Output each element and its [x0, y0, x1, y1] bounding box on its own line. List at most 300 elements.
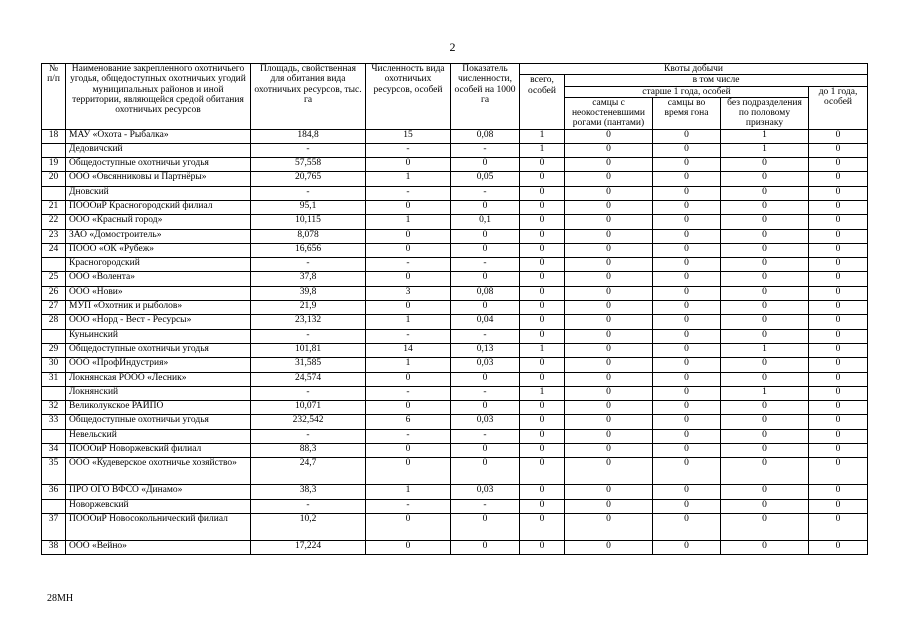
cell-name: Дновский	[66, 186, 251, 200]
cell-total: 0	[520, 513, 565, 540]
cell-no-sex: 0	[721, 358, 809, 372]
cell-no-sex: 1	[721, 386, 809, 400]
cell-young: 0	[809, 215, 868, 229]
cell-num: 27	[42, 301, 66, 315]
cell-young: 0	[809, 129, 868, 143]
cell-area: 20,765	[251, 172, 366, 186]
cell-young: 0	[809, 272, 868, 286]
cell-no-sex: 0	[721, 372, 809, 386]
cell-area: -	[251, 386, 366, 400]
cell-density: 0	[451, 301, 520, 315]
cell-males-antlers: 0	[565, 415, 653, 429]
cell-total: 0	[520, 499, 565, 513]
cell-males-antlers: 0	[565, 158, 653, 172]
table-row	[42, 258, 868, 272]
table-row	[42, 143, 868, 157]
cell-name: ПОООиР Новосокольнический филиал	[66, 513, 251, 540]
cell-males-rut: 0	[653, 415, 721, 429]
cell-no-sex: 0	[721, 200, 809, 214]
cell-num	[42, 143, 66, 157]
table-row	[42, 372, 868, 386]
cell-no-sex: 0	[721, 301, 809, 315]
cell-area: -	[251, 186, 366, 200]
cell-young: 0	[809, 315, 868, 329]
cell-total: 1	[520, 386, 565, 400]
cell-area: -	[251, 499, 366, 513]
cell-density: 0,04	[451, 315, 520, 329]
table-header	[42, 64, 868, 130]
cell-males-rut: 0	[653, 485, 721, 499]
cell-males-antlers: 0	[565, 444, 653, 458]
cell-males-rut: 0	[653, 215, 721, 229]
cell-density: 0,03	[451, 485, 520, 499]
cell-males-antlers: 0	[565, 200, 653, 214]
cell-males-rut: 0	[653, 444, 721, 458]
cell-no-sex: 0	[721, 243, 809, 257]
cell-young: 0	[809, 243, 868, 257]
cell-population: 1	[366, 215, 451, 229]
cell-young: 0	[809, 485, 868, 499]
cell-young: 0	[809, 415, 868, 429]
header-males-antlers: самцы с неокостеневшими рогами (пантами)	[565, 97, 653, 129]
cell-area: 38,3	[251, 485, 366, 499]
cell-area: 10,2	[251, 513, 366, 540]
cell-num: 19	[42, 158, 66, 172]
cell-males-rut: 0	[653, 401, 721, 415]
cell-no-sex: 0	[721, 258, 809, 272]
cell-name: ПООО «ОК «Рубеж»	[66, 243, 251, 257]
table-row	[42, 200, 868, 214]
cell-name: Куньинский	[66, 329, 251, 343]
cell-no-sex: 0	[721, 329, 809, 343]
cell-total: 0	[520, 243, 565, 257]
cell-young: 0	[809, 401, 868, 415]
cell-population: 0	[366, 372, 451, 386]
cell-males-rut: 0	[653, 513, 721, 540]
table-row	[42, 429, 868, 443]
cell-population: 0	[366, 458, 451, 485]
cell-population: 0	[366, 301, 451, 315]
cell-no-sex: 0	[721, 186, 809, 200]
cell-males-rut: 0	[653, 499, 721, 513]
cell-no-sex: 0	[721, 215, 809, 229]
cell-num: 28	[42, 315, 66, 329]
cell-density: -	[451, 329, 520, 343]
cell-population: 0	[366, 540, 451, 554]
cell-name: ООО «Вейно»	[66, 540, 251, 554]
cell-total: 1	[520, 129, 565, 143]
cell-total: 0	[520, 286, 565, 300]
table-row	[42, 401, 868, 415]
cell-name: Дедовичский	[66, 143, 251, 157]
cell-males-antlers: 0	[565, 143, 653, 157]
header-young: до 1 года, особей	[809, 86, 868, 129]
cell-males-antlers: 0	[565, 129, 653, 143]
cell-total: 1	[520, 143, 565, 157]
table-row	[42, 386, 868, 400]
cell-males-rut: 0	[653, 358, 721, 372]
cell-density: 0	[451, 272, 520, 286]
cell-males-rut: 0	[653, 301, 721, 315]
cell-males-rut: 0	[653, 186, 721, 200]
cell-name: Общедоступные охотничьи угодья	[66, 415, 251, 429]
cell-population: 1	[366, 315, 451, 329]
cell-area: 232,542	[251, 415, 366, 429]
cell-area: 39,8	[251, 286, 366, 300]
cell-name: Общедоступные охотничьи угодья	[66, 343, 251, 357]
cell-area: 101,81	[251, 343, 366, 357]
cell-young: 0	[809, 258, 868, 272]
cell-total: 0	[520, 315, 565, 329]
cell-name: Невельский	[66, 429, 251, 443]
quota-table	[41, 63, 868, 555]
cell-density: 0	[451, 158, 520, 172]
cell-density: -	[451, 499, 520, 513]
cell-num: 34	[42, 444, 66, 458]
cell-area: 24,574	[251, 372, 366, 386]
header-including: в том числе	[565, 75, 868, 86]
cell-males-rut: 0	[653, 458, 721, 485]
cell-males-rut: 0	[653, 258, 721, 272]
cell-males-antlers: 0	[565, 286, 653, 300]
cell-density: -	[451, 258, 520, 272]
cell-males-antlers: 0	[565, 186, 653, 200]
cell-males-antlers: 0	[565, 315, 653, 329]
cell-no-sex: 0	[721, 540, 809, 554]
cell-males-rut: 0	[653, 386, 721, 400]
cell-males-antlers: 0	[565, 172, 653, 186]
cell-num: 23	[42, 229, 66, 243]
cell-num: 26	[42, 286, 66, 300]
header-density: Показатель численности, особей на 1000 га	[451, 64, 520, 130]
cell-area: 10,115	[251, 215, 366, 229]
header-quotas: Квоты добычи	[520, 64, 868, 75]
cell-total: 0	[520, 158, 565, 172]
cell-young: 0	[809, 540, 868, 554]
cell-males-antlers: 0	[565, 429, 653, 443]
table-row	[42, 158, 868, 172]
cell-young: 0	[809, 329, 868, 343]
cell-males-rut: 0	[653, 372, 721, 386]
cell-population: 14	[366, 343, 451, 357]
cell-no-sex: 0	[721, 272, 809, 286]
cell-males-antlers: 0	[565, 540, 653, 554]
table-row	[42, 172, 868, 186]
cell-name: ООО «Волента»	[66, 272, 251, 286]
cell-males-antlers: 0	[565, 258, 653, 272]
cell-males-rut: 0	[653, 343, 721, 357]
cell-name: ПОООиР Красногородский филиал	[66, 200, 251, 214]
table-row	[42, 229, 868, 243]
cell-males-antlers: 0	[565, 386, 653, 400]
cell-population: -	[366, 143, 451, 157]
table-row	[42, 301, 868, 315]
cell-name: ПОООиР Новоржевский филиал	[66, 444, 251, 458]
cell-density: 0	[451, 200, 520, 214]
cell-area: 57,558	[251, 158, 366, 172]
table-row	[42, 415, 868, 429]
cell-num: 36	[42, 485, 66, 499]
cell-young: 0	[809, 372, 868, 386]
cell-population: -	[366, 258, 451, 272]
cell-name: МУП «Охотник и рыболов»	[66, 301, 251, 315]
cell-total: 0	[520, 258, 565, 272]
table-row	[42, 499, 868, 513]
cell-population: 1	[366, 172, 451, 186]
header-total: всего, особей	[520, 75, 565, 129]
cell-num: 38	[42, 540, 66, 554]
cell-name: ООО «Норд - Вест - Ресурсы»	[66, 315, 251, 329]
table-row	[42, 315, 868, 329]
cell-area: 31,585	[251, 358, 366, 372]
cell-total: 0	[520, 372, 565, 386]
cell-young: 0	[809, 343, 868, 357]
footer-code: 28МН	[47, 593, 74, 604]
cell-num: 35	[42, 458, 66, 485]
cell-young: 0	[809, 143, 868, 157]
cell-no-sex: 0	[721, 499, 809, 513]
cell-population: -	[366, 499, 451, 513]
cell-no-sex: 0	[721, 458, 809, 485]
cell-area: -	[251, 429, 366, 443]
cell-num: 18	[42, 129, 66, 143]
cell-num: 33	[42, 415, 66, 429]
cell-total: 1	[520, 343, 565, 357]
cell-area: 23,132	[251, 315, 366, 329]
cell-population: 3	[366, 286, 451, 300]
table-row	[42, 272, 868, 286]
cell-males-rut: 0	[653, 129, 721, 143]
cell-males-antlers: 0	[565, 272, 653, 286]
cell-area: 184,8	[251, 129, 366, 143]
cell-density: 0,1	[451, 215, 520, 229]
cell-total: 0	[520, 272, 565, 286]
cell-no-sex: 0	[721, 229, 809, 243]
cell-young: 0	[809, 229, 868, 243]
cell-no-sex: 1	[721, 129, 809, 143]
cell-no-sex: 1	[721, 143, 809, 157]
cell-density: 0,08	[451, 286, 520, 300]
cell-density: -	[451, 143, 520, 157]
cell-no-sex: 0	[721, 429, 809, 443]
cell-males-antlers: 0	[565, 301, 653, 315]
cell-name: ЗАО «Домостроитель»	[66, 229, 251, 243]
cell-name: Локнянская РООО «Лесник»	[66, 372, 251, 386]
cell-num	[42, 258, 66, 272]
cell-young: 0	[809, 301, 868, 315]
cell-name: Великолукское РАЙПО	[66, 401, 251, 415]
cell-name: ООО «Кудеверское охотничье хозяйство»	[66, 458, 251, 485]
cell-population: -	[366, 186, 451, 200]
cell-young: 0	[809, 286, 868, 300]
cell-num	[42, 429, 66, 443]
page-number: 2	[449, 40, 456, 54]
cell-males-rut: 0	[653, 229, 721, 243]
header-name: Наименование закрепленного охотничьего угодья, общедоступных охотничьих угодий муниципальных районов и иной территории, являющейся средой обитания охотничьих ресурсов	[66, 64, 251, 130]
cell-total: 0	[520, 186, 565, 200]
cell-density: -	[451, 386, 520, 400]
cell-name: ООО «ПрофИндустрия»	[66, 358, 251, 372]
cell-area: -	[251, 143, 366, 157]
table-row	[42, 215, 868, 229]
cell-males-rut: 0	[653, 172, 721, 186]
cell-num: 30	[42, 358, 66, 372]
cell-population: 15	[366, 129, 451, 143]
cell-num	[42, 186, 66, 200]
cell-density: 0,13	[451, 343, 520, 357]
cell-no-sex: 0	[721, 172, 809, 186]
cell-total: 0	[520, 229, 565, 243]
cell-density: 0,03	[451, 358, 520, 372]
cell-density: 0,03	[451, 415, 520, 429]
table-row	[42, 129, 868, 143]
cell-area: 95,1	[251, 200, 366, 214]
cell-total: 0	[520, 415, 565, 429]
cell-name: ПРО ОГО ВФСО «Динамо»	[66, 485, 251, 499]
table-row	[42, 458, 868, 485]
cell-total: 0	[520, 215, 565, 229]
cell-no-sex: 1	[721, 343, 809, 357]
cell-population: 0	[366, 243, 451, 257]
cell-total: 0	[520, 401, 565, 415]
header-males-rut: самцы во время гона	[653, 97, 721, 129]
cell-name: Красногородский	[66, 258, 251, 272]
cell-name: МАУ «Охота - Рыбалка»	[66, 129, 251, 143]
cell-density: 0,05	[451, 172, 520, 186]
cell-males-rut: 0	[653, 200, 721, 214]
cell-total: 0	[520, 485, 565, 499]
table-row	[42, 485, 868, 499]
cell-density: 0	[451, 513, 520, 540]
cell-area: 24,7	[251, 458, 366, 485]
table-row	[42, 540, 868, 554]
cell-population: 0	[366, 158, 451, 172]
cell-area: -	[251, 258, 366, 272]
cell-num: 37	[42, 513, 66, 540]
cell-young: 0	[809, 429, 868, 443]
cell-total: 0	[520, 444, 565, 458]
cell-population: 0	[366, 272, 451, 286]
cell-population: 1	[366, 358, 451, 372]
cell-males-antlers: 0	[565, 243, 653, 257]
cell-males-antlers: 0	[565, 485, 653, 499]
cell-males-antlers: 0	[565, 229, 653, 243]
cell-density: 0	[451, 401, 520, 415]
cell-no-sex: 0	[721, 444, 809, 458]
cell-area: 10,071	[251, 401, 366, 415]
cell-young: 0	[809, 358, 868, 372]
cell-males-antlers: 0	[565, 513, 653, 540]
cell-num: 31	[42, 372, 66, 386]
cell-density: -	[451, 186, 520, 200]
cell-name: Общедоступные охотничьи угодья	[66, 158, 251, 172]
cell-young: 0	[809, 458, 868, 485]
cell-population: 6	[366, 415, 451, 429]
cell-name: ООО «Овсянниковы и Партнёры»	[66, 172, 251, 186]
cell-no-sex: 0	[721, 315, 809, 329]
cell-area: -	[251, 329, 366, 343]
cell-males-antlers: 0	[565, 358, 653, 372]
cell-total: 0	[520, 358, 565, 372]
cell-population: 0	[366, 513, 451, 540]
cell-total: 0	[520, 329, 565, 343]
cell-males-antlers: 0	[565, 343, 653, 357]
cell-density: 0	[451, 540, 520, 554]
table-row	[42, 444, 868, 458]
header-population: Численность вида охотничьих ресурсов, особей	[366, 64, 451, 130]
table-row	[42, 343, 868, 357]
cell-males-rut: 0	[653, 286, 721, 300]
cell-num: 24	[42, 243, 66, 257]
cell-density: -	[451, 429, 520, 443]
cell-name: Локнянский	[66, 386, 251, 400]
cell-total: 0	[520, 458, 565, 485]
cell-young: 0	[809, 172, 868, 186]
cell-no-sex: 0	[721, 513, 809, 540]
cell-population: 0	[366, 229, 451, 243]
cell-population: -	[366, 386, 451, 400]
cell-total: 0	[520, 172, 565, 186]
cell-num: 29	[42, 343, 66, 357]
cell-population: 0	[366, 200, 451, 214]
cell-males-antlers: 0	[565, 215, 653, 229]
cell-total: 0	[520, 200, 565, 214]
cell-males-rut: 0	[653, 243, 721, 257]
cell-no-sex: 0	[721, 401, 809, 415]
cell-num	[42, 329, 66, 343]
cell-young: 0	[809, 158, 868, 172]
cell-males-antlers: 0	[565, 499, 653, 513]
cell-num: 22	[42, 215, 66, 229]
cell-area: 17,224	[251, 540, 366, 554]
cell-num	[42, 386, 66, 400]
cell-young: 0	[809, 499, 868, 513]
cell-area: 8,078	[251, 229, 366, 243]
cell-males-rut: 0	[653, 272, 721, 286]
cell-no-sex: 0	[721, 415, 809, 429]
cell-name: ООО «Красный город»	[66, 215, 251, 229]
table-row	[42, 286, 868, 300]
cell-area: 37,8	[251, 272, 366, 286]
cell-population: 0	[366, 401, 451, 415]
cell-no-sex: 0	[721, 485, 809, 499]
cell-males-rut: 0	[653, 329, 721, 343]
cell-males-rut: 0	[653, 158, 721, 172]
cell-males-antlers: 0	[565, 401, 653, 415]
table-row	[42, 513, 868, 540]
cell-total: 0	[520, 301, 565, 315]
cell-young: 0	[809, 444, 868, 458]
header-no-sex: без подразделения по половому признаку	[721, 97, 809, 129]
table-body	[42, 129, 868, 555]
cell-density: 0	[451, 458, 520, 485]
cell-young: 0	[809, 200, 868, 214]
cell-males-antlers: 0	[565, 458, 653, 485]
header-num: № п/п	[42, 64, 66, 130]
cell-no-sex: 0	[721, 158, 809, 172]
table-row	[42, 358, 868, 372]
header-older: старше 1 года, особей	[565, 86, 809, 97]
table-row	[42, 186, 868, 200]
header-area: Площадь, свойственная для обитания вида охотничьих ресурсов, тыс. га	[251, 64, 366, 130]
cell-population: 1	[366, 485, 451, 499]
cell-name: Новоржевский	[66, 499, 251, 513]
cell-num: 25	[42, 272, 66, 286]
cell-young: 0	[809, 386, 868, 400]
cell-num	[42, 499, 66, 513]
cell-males-rut: 0	[653, 540, 721, 554]
cell-num: 20	[42, 172, 66, 186]
